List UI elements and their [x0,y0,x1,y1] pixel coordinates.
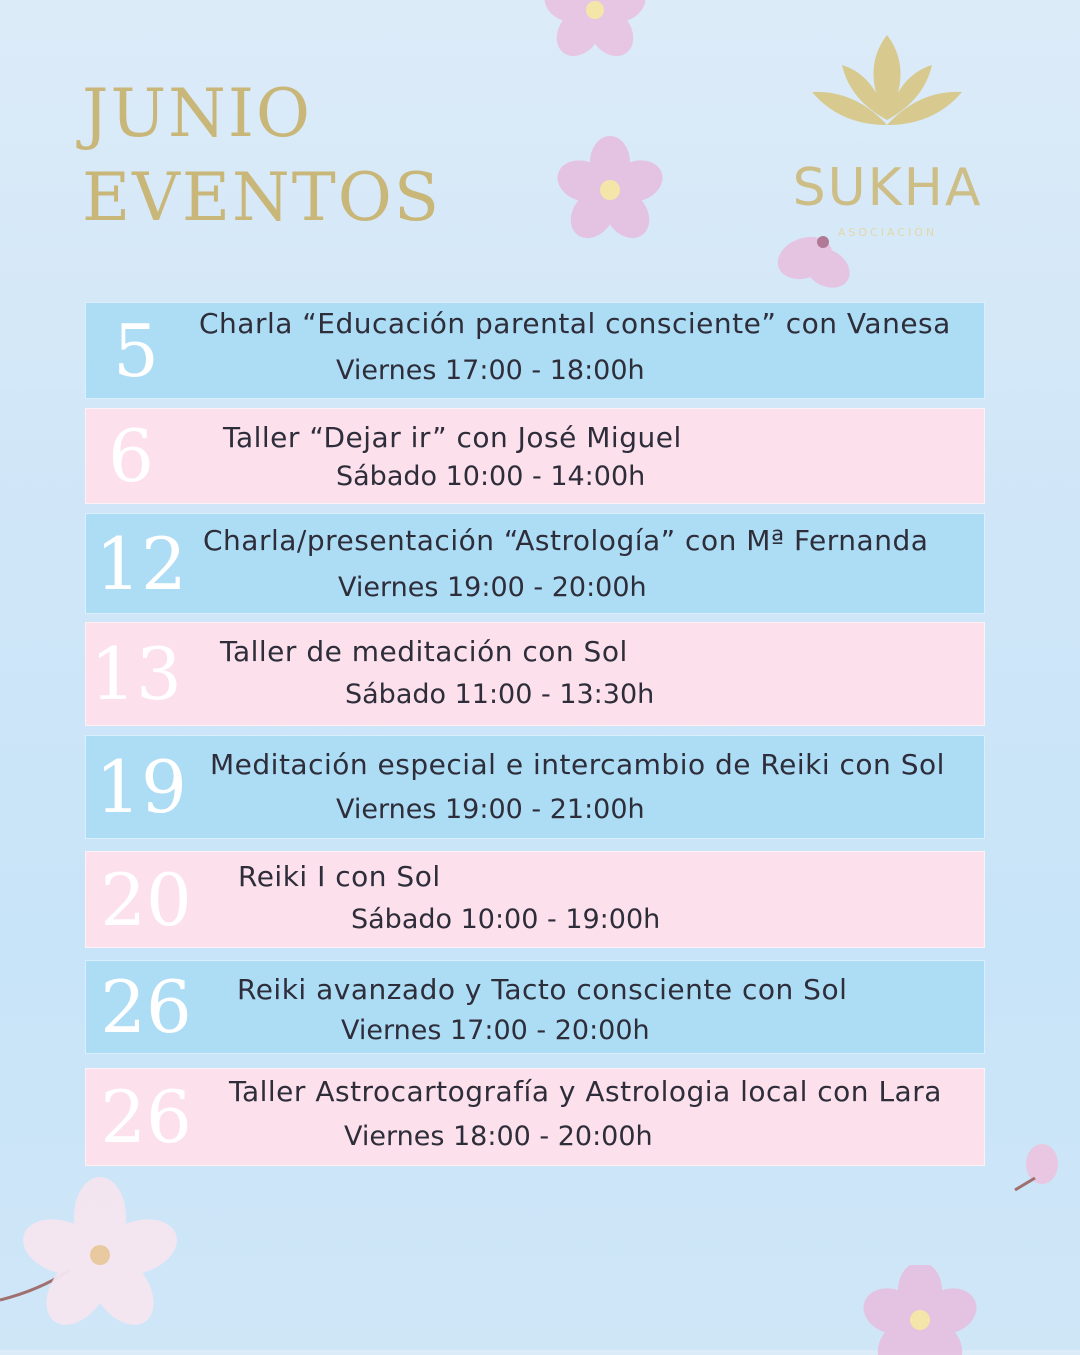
logo-subtitle: ASOCIACIÓN [837,226,938,239]
event-day: 6 [108,414,154,498]
event-row [85,513,985,614]
event-time: Sábado 11:00 - 13:30h [345,679,655,710]
event-row [85,851,985,948]
event-time: Viernes 17:00 - 18:00h [336,355,645,386]
lotus-icon [780,30,995,160]
cherry-blossom-icon [0,1170,190,1350]
event-row [85,1068,985,1166]
title-events: EVENTOS [82,159,442,236]
page-title [82,72,441,240]
logo-name: SUKHA [792,158,983,218]
sukha-logo [780,30,995,239]
cherry-blossom-icon [855,1265,985,1355]
event-title: Meditación especial e intercambio de Reiki con Sol [210,748,945,781]
event-row [85,408,985,504]
cherry-blossom-icon [1010,1140,1070,1200]
event-row [85,302,985,399]
event-time: Sábado 10:00 - 19:00h [351,904,661,935]
event-day: 13 [90,632,182,716]
event-title: Taller Astrocartografía y Astrologia local con Lara [229,1075,942,1108]
event-day: 5 [113,308,159,393]
event-title: Charla “Educación parental consciente” con Vanesa [199,307,951,340]
event-time: Viernes 19:00 - 20:00h [338,572,647,603]
event-row [85,735,985,839]
event-title: Taller de meditación con Sol [220,635,628,668]
event-day: 19 [95,745,187,829]
event-time: Sábado 10:00 - 14:00h [336,461,646,492]
event-title: Reiki I con Sol [238,860,441,893]
cherry-blossom-icon [535,0,655,80]
event-time: Viernes 19:00 - 21:00h [336,794,645,825]
cherry-blossom-icon [550,130,670,250]
event-row [85,960,985,1054]
event-row [85,622,985,726]
event-title: Taller “Dejar ir” con José Miguel [223,421,682,454]
event-day: 12 [95,521,187,606]
event-time: Viernes 18:00 - 20:00h [344,1121,653,1152]
event-day: 26 [100,965,192,1049]
event-day: 20 [100,857,192,942]
event-title: Reiki avanzado y Tacto consciente con Sol [237,973,848,1006]
event-day: 26 [100,1075,192,1159]
event-title: Charla/presentación “Astrología” con Mª Fernanda [203,524,929,557]
title-month: JUNIO [82,75,313,152]
event-time: Viernes 17:00 - 20:00h [341,1015,650,1046]
